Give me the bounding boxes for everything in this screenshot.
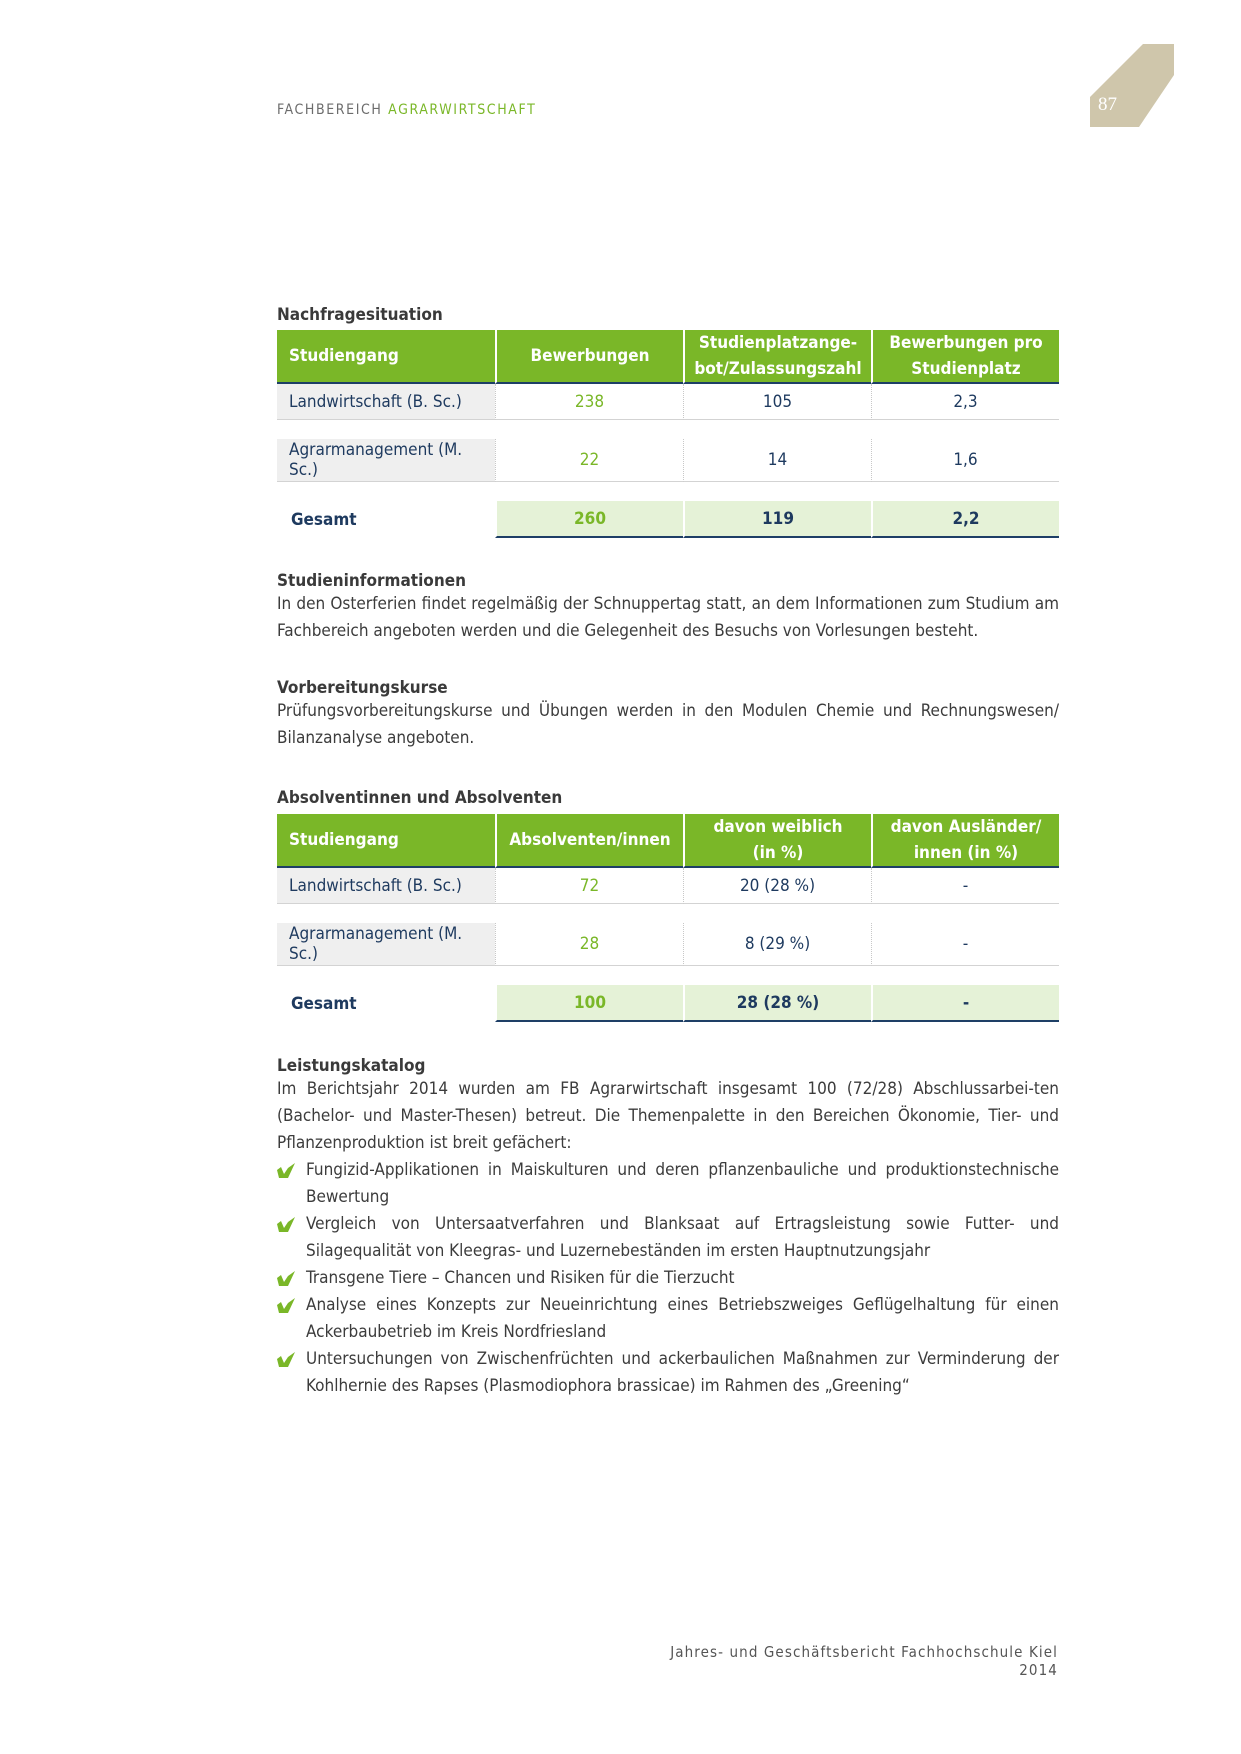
cell: - (871, 868, 1059, 904)
page-number: 87 (1098, 94, 1117, 115)
col-header: Studiengang (277, 330, 495, 384)
section-heading: Studieninformationen (277, 571, 466, 591)
checkmark-icon (277, 1162, 295, 1179)
cell: Landwirtschaft (B. Sc.) (277, 384, 495, 420)
cell: 20 (28 %) (683, 868, 871, 904)
cell: 14 (683, 439, 871, 482)
cell: 2,3 (871, 384, 1059, 420)
vorbereitung-section (277, 678, 1059, 752)
cell: 28 (28 %) (683, 985, 871, 1022)
table-header-row (277, 330, 1059, 384)
header-prefix: FACHBEREICH (277, 102, 383, 118)
cell: - (871, 985, 1059, 1022)
list-item-text: Transgene Tiere – Chancen und Risiken für die Tierzucht (306, 1268, 735, 1288)
topic-list (277, 1157, 1059, 1400)
table-total-row (277, 985, 1059, 1022)
table1-title: Nachfragesituation (277, 305, 443, 325)
cell: 22 (495, 439, 683, 482)
list-item-text: Analyse eines Konzepts zur Neueinrichtung eines Betriebszweiges Geflügelhaltung für einen Ackerbaubetrieb im Kreis Nordfriesland (306, 1295, 1059, 1342)
col-header: Studienplatzange- bot/Zulassungszahl (683, 330, 871, 384)
demand-table (277, 330, 1059, 538)
footer-text: Jahres- und Geschäftsbericht Fachhochschule Kiel 2014 (670, 1643, 1058, 1679)
col-header: Studiengang (277, 814, 495, 868)
list-item (277, 1157, 1059, 1211)
table-row (277, 923, 1059, 966)
section-heading: Leistungskatalog (277, 1056, 426, 1076)
table-row (277, 439, 1059, 482)
section-text: Im Berichtsjahr 2014 wurden am FB Agrarwirtschaft insgesamt 100 (72/28) Abschlussarbei-ten (Bachelor- und Master-Thesen) betreut. Die Themenpalette in den Bereichen Ökonomie, Tier- und Pflanzenproduktion ist breit gefächert: (277, 1079, 1059, 1153)
cell: 8 (29 %) (683, 923, 871, 966)
list-item (277, 1211, 1059, 1265)
col-header: davon Ausländer/ innen (in %) (871, 814, 1059, 868)
cell: 100 (495, 985, 683, 1022)
list-item-text: Fungizid-Applikationen in Maiskulturen und deren pflanzenbauliche und produktionstechnische Bewertung (306, 1160, 1059, 1207)
header-accent: AGRARWIRTSCHAFT (388, 102, 537, 118)
list-item-text: Vergleich von Untersaatverfahren und Blanksaat auf Ertragsleistung sowie Futter- und Silagequalität von Kleegras- und Luzernebeständen im ersten Hauptnutzungsjahr (306, 1214, 1059, 1261)
col-header: davon weiblich (in %) (683, 814, 871, 868)
running-header (277, 102, 536, 118)
graduates-table (277, 814, 1059, 1022)
cell: 2,2 (871, 501, 1059, 538)
studieninfo-section (277, 571, 1059, 645)
cell: Agrarmanagement (M. Sc.) (277, 439, 495, 482)
cell: 238 (495, 384, 683, 420)
list-item (277, 1292, 1059, 1346)
cell: Gesamt (277, 501, 495, 538)
cell: Landwirtschaft (B. Sc.) (277, 868, 495, 904)
table-header-row (277, 814, 1059, 868)
col-header: Bewerbungen (495, 330, 683, 384)
cell: 28 (495, 923, 683, 966)
cell: 1,6 (871, 439, 1059, 482)
table-total-row (277, 501, 1059, 538)
cell: 119 (683, 501, 871, 538)
checkmark-icon (277, 1216, 295, 1233)
table2-title: Absolventinnen und Absolventen (277, 788, 563, 808)
checkmark-icon (277, 1270, 295, 1287)
checkmark-icon (277, 1351, 295, 1368)
cell: Gesamt (277, 985, 495, 1022)
table-row (277, 384, 1059, 420)
col-header: Bewerbungen pro Studienplatz (871, 330, 1059, 384)
section-heading: Vorbereitungskurse (277, 678, 448, 698)
section-text: Prüfungsvorbereitungskurse und Übungen werden in den Modulen Chemie und Rechnungswesen/ Bilanzanalyse angeboten. (277, 701, 1059, 748)
leistung-section (277, 1056, 1059, 1400)
cell: 72 (495, 868, 683, 904)
checkmark-icon (277, 1297, 295, 1314)
cell: Agrarmanagement (M. Sc.) (277, 923, 495, 966)
col-header: Absolventen/innen (495, 814, 683, 868)
list-item-text: Untersuchungen von Zwischenfrüchten und ackerbaulichen Maßnahmen zur Verminderung der Kohlhernie des Rapses (Plasmodiophora brassicae) im Rahmen des „Greening“ (306, 1349, 1059, 1396)
cell: 105 (683, 384, 871, 420)
list-item (277, 1265, 1059, 1292)
section-text: In den Osterferien findet regelmäßig der Schnuppertag statt, an dem Informationen zum Studium am Fachbereich angeboten werden und die Gelegenheit des Besuchs von Vorlesungen besteht. (277, 594, 1059, 641)
cell: - (871, 923, 1059, 966)
list-item (277, 1346, 1059, 1400)
table-row (277, 868, 1059, 904)
cell: 260 (495, 501, 683, 538)
